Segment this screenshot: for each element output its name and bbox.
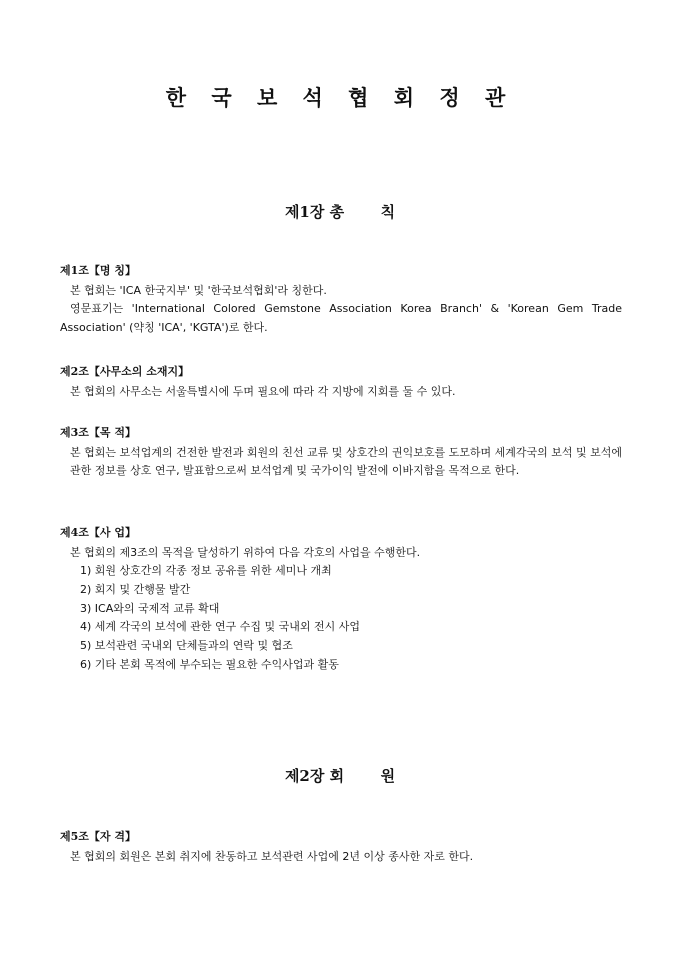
- chapter-name-first: 회: [329, 767, 345, 785]
- article-paragraph: 본 협회의 사무소는 서울특별시에 두며 필요에 따라 각 지방에 지회를 둘 수 있다.: [70, 384, 456, 398]
- article-4: [60, 524, 622, 675]
- list-item: 5) 보석관련 국내외 단체들과의 연락 및 협조: [80, 639, 293, 653]
- article-heading: 제2조【사무소의 소재지】: [60, 365, 190, 378]
- chapter-label: 제1장: [284, 203, 325, 221]
- article-heading: 제3조【목 적】: [60, 426, 136, 439]
- list-item: 1) 회원 상호간의 각종 정보 공유를 위한 세미나 개최: [80, 564, 332, 578]
- article-heading: 제1조【명 칭】: [60, 264, 136, 277]
- list-item: 6) 기타 본회 목적에 부수되는 필요한 수익사업과 활동: [80, 657, 339, 671]
- article-paragraph: 본 협회는 'ICA 한국지부' 및 '한국보석협회'라 칭한다.: [70, 283, 327, 297]
- list-item: 2) 회지 및 간행물 발간: [80, 583, 191, 597]
- article-paragraph: 영문표기는 'International Colored Gemstone Association Korea Branch' & 'Korean Gem Trade Association' (약칭 'ICA', 'KGTA')로 한다.: [60, 302, 622, 335]
- article-paragraph: 본 협회는 보석업계의 건전한 발전과 회원의 친선 교류 및 상호간의 권익보호를 도모하며 세계각국의 보석 및 보석에 관한 정보를 상호 연구, 발표함으로써 보석업계 및 국가이익 발전에 이바지함을 목적으로 한다.: [70, 445, 622, 478]
- article-5: [60, 828, 622, 866]
- chapter-2-heading: [0, 764, 680, 790]
- list-item: 4) 세계 각국의 보석에 관한 연구 수집 및 국내외 전시 사업: [80, 620, 361, 634]
- document-title: 한 국 보 석 협 회 정 관: [165, 85, 515, 110]
- article-heading: 제4조【사 업】: [60, 526, 136, 539]
- chapter-1-heading: [0, 200, 680, 226]
- article-paragraph: 본 협회의 제3조의 목적을 달성하기 위하여 다음 각호의 사업을 수행한다.: [70, 545, 421, 559]
- chapter-name-second: 원: [380, 767, 396, 785]
- article-1: [60, 262, 622, 338]
- article-2: [60, 363, 622, 401]
- list-item: 3) ICA와의 국제적 교류 확대: [80, 601, 220, 615]
- article-paragraph: 본 협회의 회원은 본회 취지에 찬동하고 보석관련 사업에 2년 이상 종사한 자로 한다.: [70, 849, 474, 863]
- chapter-label: 제2장: [284, 767, 325, 785]
- article-3: [60, 424, 622, 481]
- chapter-name-second: 칙: [380, 203, 396, 221]
- chapter-name-first: 총: [329, 203, 345, 221]
- article-heading: 제5조【자 격】: [60, 830, 136, 843]
